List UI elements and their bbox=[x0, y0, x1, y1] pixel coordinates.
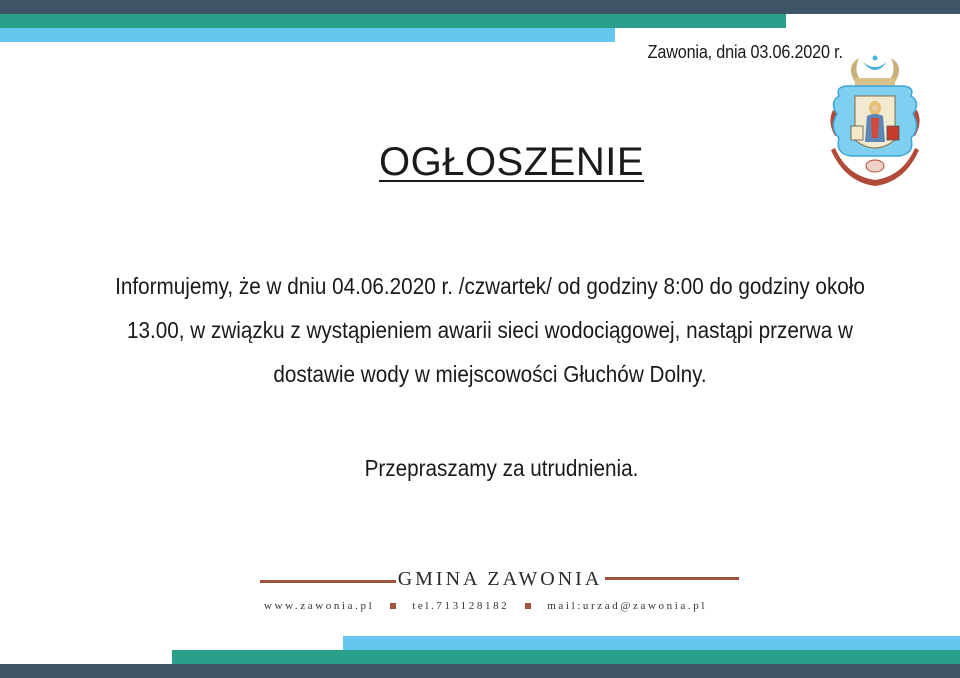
body-line-2: 13.00, w związku z wystąpieniem awarii sieci wodociągowej, nastąpi przerwa w bbox=[127, 317, 853, 343]
footer-email[interactable]: mail:urzad@zawonia.pl bbox=[547, 600, 707, 613]
page-title: OGŁOSZENIE bbox=[378, 140, 645, 184]
square-bullet-icon bbox=[525, 603, 531, 609]
date-line: Zawonia, dnia 03.06.2020 r. bbox=[647, 42, 843, 62]
body-line-1: Informujemy, że w dniu 04.06.2020 r. /czwartek/ od godziny 8:00 do godziny około bbox=[115, 273, 865, 299]
top-stripe-green bbox=[0, 14, 786, 28]
top-stripe-dark bbox=[0, 0, 960, 14]
footer-contacts bbox=[264, 600, 707, 612]
bottom-stripe-green bbox=[172, 650, 960, 664]
top-stripe-blue bbox=[0, 28, 615, 42]
footer-website[interactable]: www.zawonia.pl bbox=[264, 600, 375, 613]
apology-text: Przepraszamy za utrudnienia. bbox=[364, 455, 639, 481]
square-bullet-icon bbox=[390, 603, 396, 609]
footer-rule-right bbox=[605, 577, 739, 580]
announcement-body bbox=[85, 264, 895, 396]
bottom-stripe-dark bbox=[0, 664, 960, 678]
bottom-stripe-blue bbox=[343, 636, 960, 650]
footer-phone: tel.713128182 bbox=[412, 600, 510, 613]
footer-municipality-name: GMINA ZAWONIA bbox=[397, 568, 603, 590]
body-line-3: dostawie wody w miejscowości Głuchów Dolny. bbox=[273, 361, 707, 387]
